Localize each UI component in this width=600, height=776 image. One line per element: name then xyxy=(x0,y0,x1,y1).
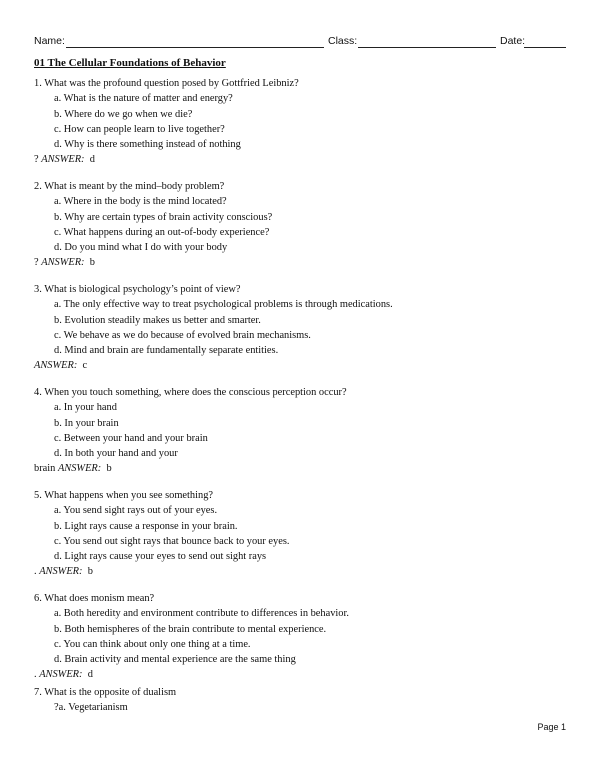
answer-option: c. We behave as we do because of evolved brain mechanisms. xyxy=(54,330,311,341)
answer-option: c. Between your hand and your brain xyxy=(54,433,208,444)
question-text: 1. What was the profound question posed by Gottfried Leibniz? xyxy=(34,78,299,89)
answer-option: b. Where do we go when we die? xyxy=(54,109,193,120)
answer-prefix: ? xyxy=(34,257,42,268)
question-text: 4. When you touch something, where does the conscious perception occur? xyxy=(34,387,347,398)
answer-option: c. What happens during an out-of-body experience? xyxy=(54,227,270,238)
answer-line xyxy=(34,463,112,474)
date-label: Date: xyxy=(500,35,526,47)
answer-value: b xyxy=(87,566,93,577)
class-blank xyxy=(358,47,496,48)
answer-option: d. Mind and brain are fundamentally separate entities. xyxy=(54,345,279,356)
answer-option: a. What is the nature of matter and energy? xyxy=(54,93,233,104)
answer-option: b. Light rays cause a response in your brain. xyxy=(54,521,238,532)
answer-value: d xyxy=(87,669,93,680)
answer-label: ANSWER: xyxy=(39,669,83,680)
answer-value: d xyxy=(89,154,95,165)
answer-label: ANSWER: xyxy=(39,566,83,577)
page-number: Page 1 xyxy=(537,722,566,732)
answer-option: d. In both your hand and your xyxy=(54,448,178,459)
answer-option: b. Evolution steadily makes us better and smarter. xyxy=(54,315,261,326)
answer-line xyxy=(34,669,93,680)
answer-option: d. Why is there something instead of nothing xyxy=(54,139,241,150)
answer-option: c. How can people learn to live together? xyxy=(54,124,225,135)
answer-label: ANSWER: xyxy=(41,257,85,268)
question-text: 6. What does monism mean? xyxy=(34,593,155,604)
question-text: 3. What is biological psychology’s point of view? xyxy=(34,284,241,295)
answer-value: b xyxy=(89,257,95,268)
answer-option: c. You can think about only one thing at a time. xyxy=(54,639,251,650)
answer-value: b xyxy=(106,463,112,474)
name-label: Name: xyxy=(34,35,65,47)
answer-prefix: . xyxy=(34,566,40,577)
answer-line xyxy=(34,154,95,165)
answer-option: b. In your brain xyxy=(54,418,119,429)
answer-option: b. Why are certain types of brain activity conscious? xyxy=(54,212,273,223)
question-text: 2. What is meant by the mind–body problem? xyxy=(34,181,225,192)
answer-option: a. Where in the body is the mind located? xyxy=(54,196,227,207)
answer-label: ANSWER: xyxy=(57,463,102,474)
answer-option: a. You send sight rays out of your eyes. xyxy=(54,505,218,516)
answer-prefix: ? xyxy=(34,154,42,165)
class-label: Class: xyxy=(328,35,358,47)
answer-option: d. Do you mind what I do with your body xyxy=(54,242,228,253)
answer-option: a. In your hand xyxy=(54,402,117,413)
answer-line xyxy=(34,360,87,371)
answer-label: ANSWER: xyxy=(34,360,78,371)
answer-option: d. Brain activity and mental experience are the same thing xyxy=(54,654,296,665)
worksheet-header xyxy=(34,35,566,49)
question-text: 7. What is the opposite of dualism xyxy=(34,687,177,698)
name-blank xyxy=(66,47,324,48)
answer-option: a. Both heredity and environment contribute to differences in behavior. xyxy=(54,608,349,619)
answer-prefix: . xyxy=(34,669,40,680)
answer-value: c xyxy=(82,360,88,371)
answer-label: ANSWER: xyxy=(41,154,85,165)
page-title: 01 The Cellular Foundations of Behavior xyxy=(34,57,226,69)
answer-prefix: brain xyxy=(34,463,58,474)
answer-option: c. You send out sight rays that bounce back to your eyes. xyxy=(54,536,290,547)
answer-line xyxy=(34,566,93,577)
answer-option: ?a. Vegetarianism xyxy=(54,702,128,713)
question-text: 5. What happens when you see something? xyxy=(34,490,214,501)
answer-option: a. The only effective way to treat psychological problems is through medications. xyxy=(54,299,393,310)
answer-line xyxy=(34,257,95,268)
answer-option: d. Light rays cause your eyes to send out sight rays xyxy=(54,551,267,562)
date-blank xyxy=(524,47,566,48)
answer-option: b. Both hemispheres of the brain contribute to mental experience. xyxy=(54,624,327,635)
